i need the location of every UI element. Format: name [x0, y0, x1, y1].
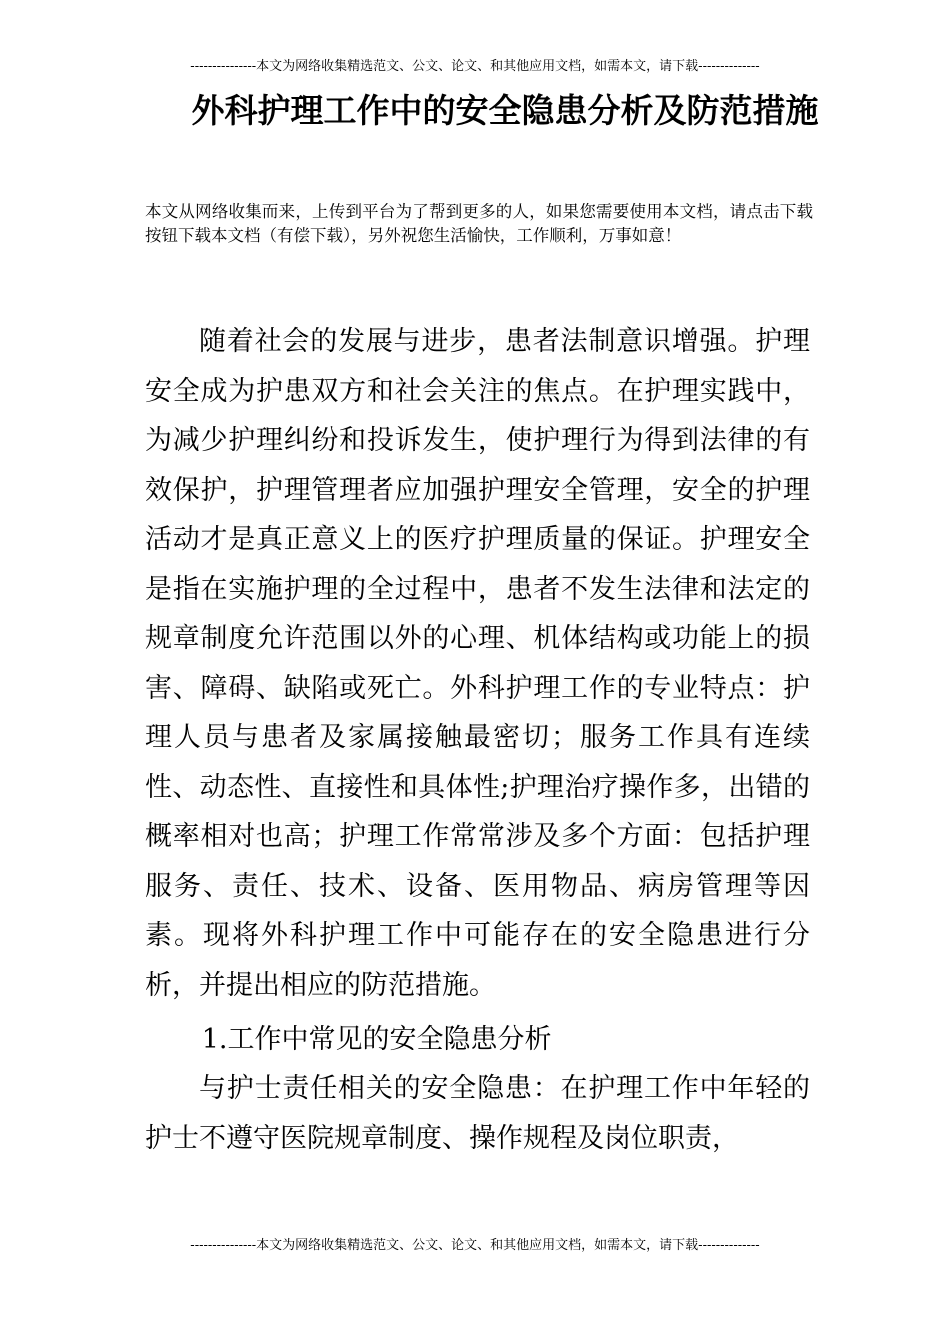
section-heading-1: 1.工作中常见的安全隐患分析	[201, 1024, 552, 1055]
document-title: 外科护理工作中的安全隐患分析及防范措施	[191, 91, 819, 130]
intro-notice: 本文从网络收集而来，上传到平台为了帮到更多的人，如果您需要使用本文档，请点击下载按钮下载本文档（有偿下载），另外祝您生活愉快，工作顺利，万事如意！	[145, 202, 813, 245]
paragraph-text: 与护士责任相关的安全隐患：在护理工作中年轻的护士不遵守医院规章制度、操作规程及岗位职责，	[145, 1073, 810, 1154]
body-paragraph-2	[145, 1064, 810, 1163]
header-notice: ---------------本文为网络收集精选范文、公文、论文、和其他应用文档，如需本文，请下载--------------	[190, 59, 760, 74]
footer-notice: ---------------本文为网络收集精选范文、公文、论文、和其他应用文档，如需本文，请下载--------------	[190, 1238, 760, 1253]
paragraph-text: 随着社会的发展与进步，患者法制意识增强。护理安全成为护患双方和社会关注的焦点。在护理实践中，为减少护理纠纷和投诉发生，使护理行为得到法律的有效保护，护理管理者应加强护理安全管理，安全的护理活动才是真正意义上的医疗护理质量的保证。护理安全是指在实施护理的全过程中，患者不发生法律和法定的规章制度允许范围以外的心理、机体结构或功能上的损害、障碍、缺陷或死亡。外科护理工作的专业特点：护理人员与患者及家属接触最密切；服务工作具有连续性、动态性、直接性和具体性;护理治疗操作多，出错的概率相对也高；护理工作常常涉及多个方面：包括护理服务、责任、技术、设备、医用物品、病房管理等因素。现将外科护理工作中可能存在的安全隐患进行分析，并提出相应的防范措施。	[145, 326, 810, 1001]
body-paragraph-1	[145, 317, 810, 1010]
